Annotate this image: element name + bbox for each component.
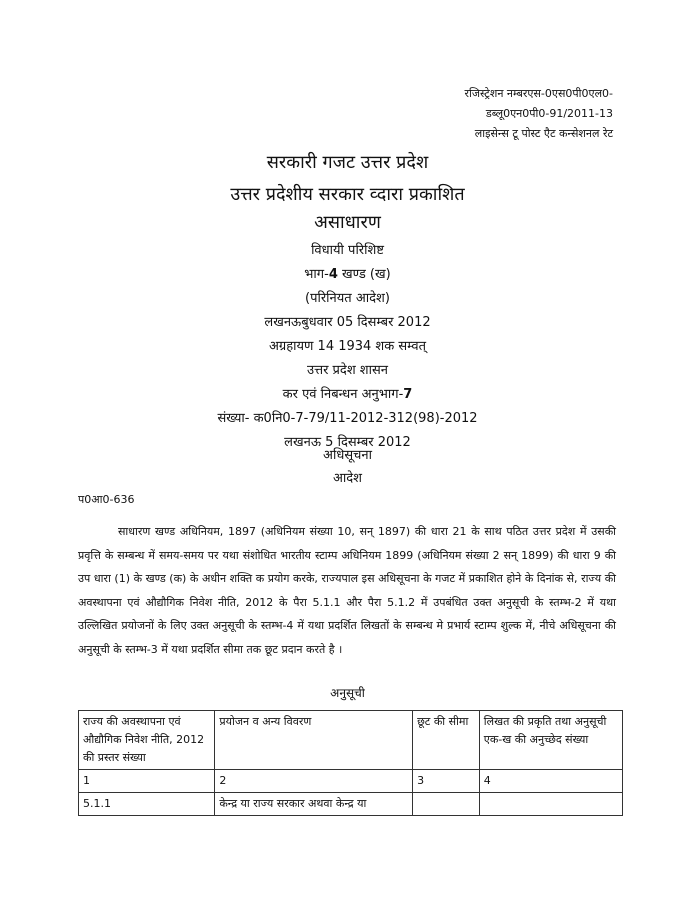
department xyxy=(0,384,695,402)
saka-date: अग्रहायण 14 1934 शक सम्वत् xyxy=(268,339,427,354)
column-number: 2 xyxy=(215,770,413,793)
header-cell-instrument: लिखत की प्रकृति तथा अनुसूची एक-ख की अनुच्छेद संख्या xyxy=(479,711,622,770)
table-header-row xyxy=(79,711,623,770)
header-cell-para: राज्य की अवस्थापना एवं औद्यौगिक निवेश नीति, 2012 की प्रस्तर संख्या xyxy=(79,711,215,770)
registration-line-1: रजिस्ट्रेशन नम्बरएस-0एस0पी0एल0- xyxy=(464,87,613,100)
table-cell: 5.1.1 xyxy=(79,793,215,816)
part-label: भाग- xyxy=(304,267,329,282)
part-section xyxy=(0,264,695,282)
department-number: 7 xyxy=(403,387,413,402)
table-cell: केन्द्र या राज्य सरकार अथवा केन्द्र या xyxy=(215,793,413,816)
table-row xyxy=(79,793,623,816)
order-date: लखनऊ 5 दिसम्बर 2012 xyxy=(284,435,411,450)
registration-line-3: लाइसेन्स टू पोस्ट एैट कन्सेशनल रेट xyxy=(474,127,613,140)
government: उत्तर प्रदेश शासन xyxy=(306,363,389,378)
table-cell xyxy=(479,793,622,816)
order-label: आदेश xyxy=(332,471,363,486)
table-cell xyxy=(413,793,480,816)
reference-number: प0आ0-636 xyxy=(78,493,135,506)
extraordinary-title: असाधारण xyxy=(314,212,381,233)
part-number: 4 xyxy=(328,267,338,282)
schedule-title: अनुसूची xyxy=(330,686,365,700)
notification-label: अधिसूचना xyxy=(323,448,372,463)
notification-paragraph: साधारण खण्ड अधिनियम, 1897 (अधिनियम संख्या 10, सन् 1897) की धारा 21 के साथ पठित उत्तर प्रदेश में उसकी प्रवृत्ति के सम्बन्ध में समय-समय पर यथा संशोधित भारतीय स्टाम्प अधिनियम 1899 (अधिनियम संख्या 2 सन् 1899) की धारा 9 की उप धारा (1) के खण्ड (क) के अधीन शक्ति क प्रयोग करके, राज्यपाल इस अधिसूचना के गजट में प्रकाशित होने के दिनांक से, राज्य की अवस्थापना एवं औद्यौगिक निवेश नीति, 2012 के पैरा 5.1.1 और पैरा 5.1.2 में उपबंधित उक्त अनुसूची के स्तम्भ-2 में यथा उल्लिखित प्रयोजनों के लिए उक्त अनुसूची के स्तम्भ-4 में यथा प्रदर्शित लिखतों के सम्बन्ध मे प्रभार्य स्टाम्प शुल्क में, नीचे अधिसूचना की अनुसूची के स्तम्भ-3 में यथा प्रदर्शित सीमा तक छूट प्रदान करते है । xyxy=(78,525,616,656)
header-cell-limit: छूट की सीमा xyxy=(413,711,480,770)
column-number: 1 xyxy=(79,770,215,793)
statutory-orders: (परिनियत आदेश) xyxy=(305,291,390,306)
publisher-title: उत्तर प्रदेशीय सरकार व्दारा प्रकाशित xyxy=(230,184,465,205)
registration-line-2: डब्लू0एन0पी0-91/2011-13 xyxy=(485,107,613,120)
legislative-supplement: विधायी परिशिष्ट xyxy=(311,243,384,258)
column-number: 4 xyxy=(479,770,622,793)
publication-date: लखनऊबुधवार 05 दिसम्बर 2012 xyxy=(264,315,431,330)
schedule-table xyxy=(78,710,623,816)
section-label: खण्ड (ख) xyxy=(337,267,391,282)
gazette-title: सरकारी गजट उत्तर प्रदेश xyxy=(266,152,429,173)
department-label: कर एवं निबन्धन अनुभाग- xyxy=(282,387,404,402)
order-number: संख्या- क0नि0-7-79/11-2012-312(98)-2012 xyxy=(217,411,478,426)
table-number-row xyxy=(79,770,623,793)
registration-block xyxy=(465,84,613,144)
header-cell-purpose: प्रयोजन व अन्य विवरण xyxy=(215,711,413,770)
column-number: 3 xyxy=(413,770,480,793)
